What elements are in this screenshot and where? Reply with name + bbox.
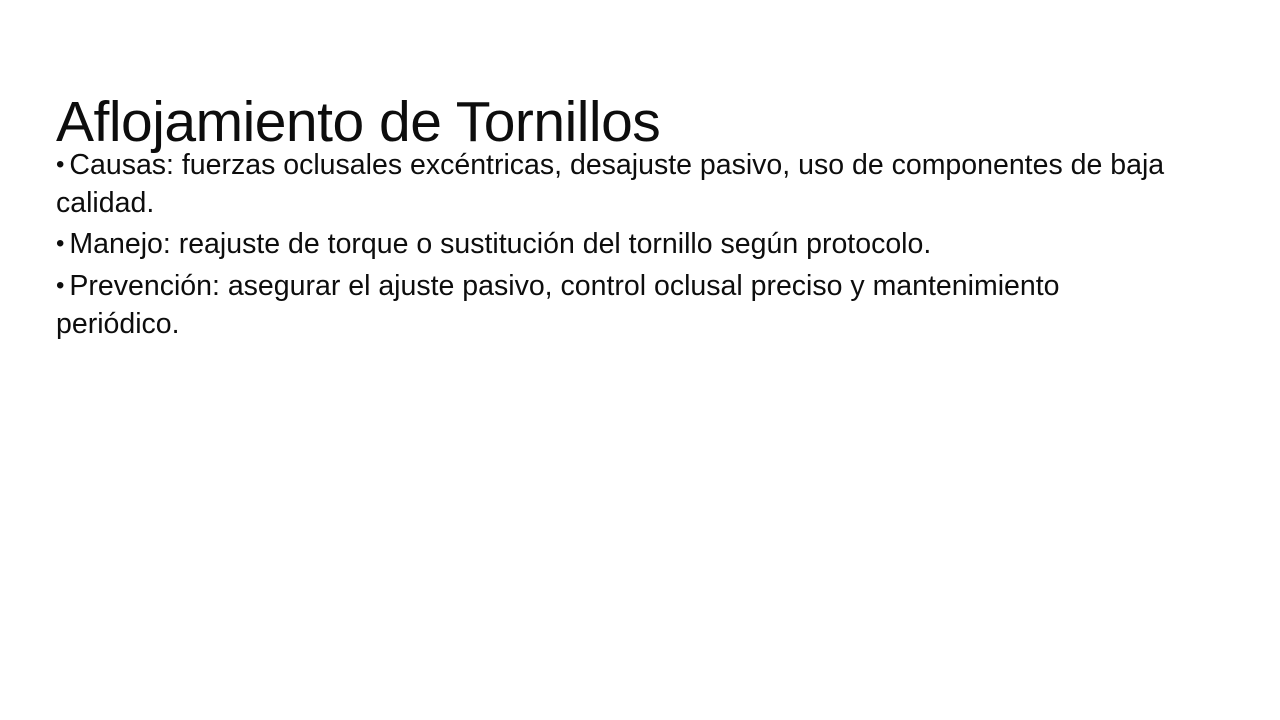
bullet-icon: • [56,271,65,299]
list-item [56,267,1174,343]
list-item-text: Prevención: asegurar el ajuste pasivo, control oclusal preciso y mantenimiento periódico. [56,269,1060,340]
bullet-list [56,146,1174,346]
list-item [56,225,1174,263]
page-title: Aflojamiento de Tornillos [56,90,661,155]
list-item-text: Manejo: reajuste de torque o sustitución del tornillo según protocolo. [69,228,932,261]
list-item [56,146,1174,222]
list-item-text: Causas: fuerzas oclusales excéntricas, desajuste pasivo, uso de componentes de baja calidad. [56,149,1165,220]
bullet-icon: • [56,151,65,178]
bullet-icon: • [56,230,65,258]
